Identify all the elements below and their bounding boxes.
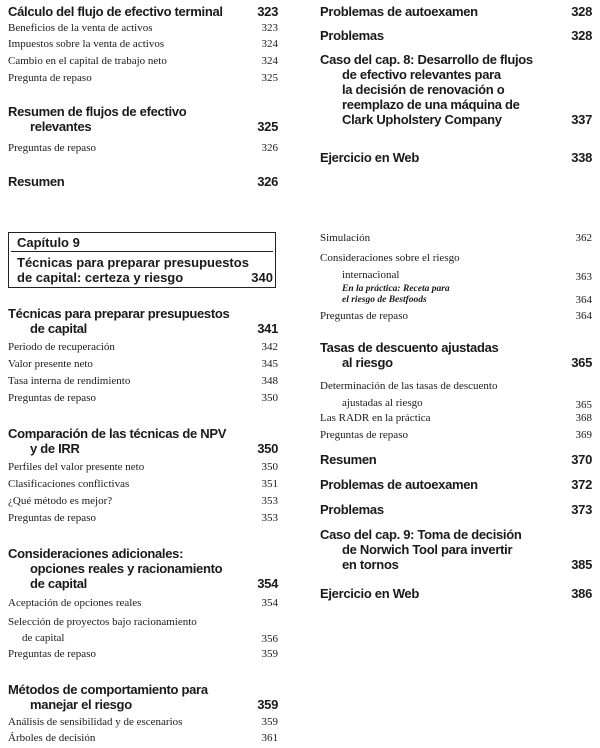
toc-heading-summary[interactable] [8,174,278,189]
toc-page: 350 [261,392,278,404]
toc-page: 324 [261,55,278,67]
toc-page: 385 [571,557,592,572]
toc-entry[interactable] [8,478,278,491]
toc-label: Caso del cap. 8: Desarrollo de flujos de efectivo relevantes para la decisión de renovación o reemplazo de una máquina de Clark Upholstery Company [320,52,533,127]
toc-entry[interactable] [320,378,592,412]
toc-label: Preguntas de repaso [8,142,96,154]
toc-label: Caso del cap. 9: Toma de decisión de Norwich Tool para invertir en tornos [320,527,522,572]
toc-page: 351 [261,478,278,490]
toc-entry[interactable] [8,648,278,661]
toc-label: Técnicas para preparar presupuestos de capital [8,306,230,336]
toc-label: Problemas de autoexamen [320,4,478,19]
toc-heading-case-ch9[interactable] [320,527,592,572]
toc-label: Problemas [320,502,384,517]
toc-entry-in-practice[interactable] [320,284,592,306]
toc-entry[interactable] [8,358,278,371]
toc-label: Ejercicio en Web [320,586,419,601]
toc-entry[interactable] [8,55,278,68]
toc-label: Tasa interna de rendimiento [8,375,131,387]
toc-heading-terminal-cash-flow[interactable] [8,4,278,19]
toc-page: 362 [575,232,592,244]
toc-entry[interactable] [8,392,278,405]
toc-label: Tasas de descuento ajustadas al riesgo [320,340,499,370]
toc-page: 338 [571,150,592,165]
toc-entry[interactable] [8,461,278,474]
toc-label: Preguntas de repaso [8,512,96,524]
toc-entry[interactable] [8,38,278,51]
toc-label: Cálculo del flujo de efectivo terminal [8,4,223,19]
toc-heading-risk-adjusted-rates[interactable] [320,340,592,370]
toc-entry[interactable] [8,375,278,388]
toc-entry[interactable] [8,732,278,745]
toc-page: 359 [257,697,278,712]
toc-label: Clasificaciones conflictivas [8,478,130,490]
toc-label: Consideraciones sobre el riesgo internacional [320,252,460,281]
toc-page: 364 [575,310,592,322]
toc-label: Preguntas de repaso [8,392,96,404]
toc-page: 345 [261,358,278,370]
toc-label: Resumen [320,452,377,467]
toc-label: Periodo de recuperación [8,341,115,353]
toc-label: Preguntas de repaso [320,310,408,322]
toc-label: Perfiles del valor presente neto [8,461,145,473]
toc-page: 341 [257,321,278,336]
toc-heading-web-exercise[interactable] [320,150,592,165]
toc-label: Problemas de autoexamen [320,477,478,492]
toc-page: 326 [261,142,278,154]
toc-heading-self-test-problems-ch9[interactable] [320,477,592,492]
toc-page: 370 [571,452,592,467]
toc-page: 359 [261,648,278,660]
toc-label: Preguntas de repaso [8,648,96,660]
toc-page: 353 [261,495,278,507]
toc-page: 359 [261,716,278,728]
toc-entry[interactable] [8,142,278,155]
toc-entry[interactable] [320,250,592,284]
toc-page: 328 [571,4,592,19]
toc-label: Pregunta de repaso [8,72,92,84]
toc-entry[interactable] [8,716,278,729]
toc-label: Análisis de sensibilidad y de escenarios [8,716,183,728]
toc-heading-web-exercise-ch9[interactable] [320,586,592,601]
toc-entry[interactable] [8,72,278,85]
toc-label: Cambio en el capital de trabajo neto [8,55,167,67]
toc-page: 328 [571,28,592,43]
toc-entry[interactable] [8,495,278,508]
toc-entry[interactable] [320,412,592,425]
toc-label: Determinación de las tasas de descuento ajustadas al riesgo [320,380,498,409]
toc-page: 354 [261,597,278,609]
toc-label: Aceptación de opciones reales [8,597,142,609]
toc-entry[interactable] [8,597,278,610]
toc-page: 323 [257,4,278,19]
toc-page: 356 [261,633,278,645]
toc-label: Selección de proyectos bajo racionamiento de capital [8,616,197,644]
toc-page: 353 [261,512,278,524]
toc-label: Preguntas de repaso [320,429,408,441]
toc-heading-self-test-problems[interactable] [320,4,592,19]
toc-page: 364 [575,294,592,306]
toc-label: Impuestos sobre la venta de activos [8,38,165,50]
toc-heading-real-options[interactable] [8,546,278,591]
toc-label: Métodos de comportamiento para manejar el riesgo [8,682,208,712]
chapter-subtitle: Técnicas para preparar presupuestos de capital: certeza y riesgo [17,255,249,285]
toc-page: 324 [261,38,278,50]
toc-label: Resumen de flujos de efectivo relevantes [8,104,187,134]
toc-heading-capital-budgeting[interactable] [8,306,278,336]
chapter-page: 340 [251,270,273,285]
toc-heading-case-ch8[interactable] [320,52,592,127]
toc-heading-problems-ch9[interactable] [320,502,592,517]
toc-label: Comparación de las técnicas de NPV y de IRR [8,426,227,456]
toc-label: Ejercicio en Web [320,150,419,165]
toc-page: 348 [261,375,278,387]
toc-page: 363 [575,271,592,283]
toc-heading-npv-irr[interactable] [8,426,278,456]
toc-label: Beneficios de la venta de activos [8,22,153,34]
toc-page: 369 [575,429,592,441]
toc-entry[interactable] [320,232,592,245]
toc-entry[interactable] [8,614,278,646]
toc-page: 365 [575,399,592,411]
toc-page: 368 [575,412,592,424]
toc-page: 365 [571,355,592,370]
toc-page: 326 [257,174,278,189]
toc-page: 373 [571,502,592,517]
toc-entry[interactable] [8,341,278,354]
toc-heading-problems[interactable] [320,28,592,43]
toc-page: 354 [257,576,278,591]
toc-page: 350 [261,461,278,473]
chapter-9-box[interactable] [8,232,276,288]
toc-entry[interactable] [320,310,592,323]
toc-label: Simulación [320,232,371,244]
toc-page: 337 [571,112,592,127]
toc-page: 361 [261,732,278,744]
chapter-entry [17,255,273,285]
toc-page: 386 [571,586,592,601]
toc-label: Árboles de decisión [8,732,96,744]
toc-page: 342 [261,341,278,353]
toc-page: 325 [261,72,278,84]
toc-label: ¿Qué método es mejor? [8,495,113,507]
toc-heading-relevant-cash-flows[interactable] [8,104,278,134]
toc-heading-summary-ch9[interactable] [320,452,592,467]
toc-entry[interactable] [8,512,278,525]
toc-page: 350 [257,441,278,456]
chapter-title: Capítulo 9 [17,235,80,250]
toc-page: 323 [261,22,278,34]
toc-label: Consideraciones adicionales: opciones reales y racionamiento de capital [8,546,223,591]
toc-entry[interactable] [320,429,592,442]
chapter-divider [11,251,273,252]
toc-label: Problemas [320,28,384,43]
toc-page: 325 [257,119,278,134]
toc-label: Las RADR en la práctica [320,412,431,424]
toc-page: 372 [571,477,592,492]
toc-label: Resumen [8,174,65,189]
toc-entry[interactable] [8,22,278,35]
toc-label: Valor presente neto [8,358,93,370]
toc-heading-behavioral-approaches[interactable] [8,682,278,712]
toc-label: En la práctica: Receta para el riesgo de Bestfoods [342,284,450,305]
